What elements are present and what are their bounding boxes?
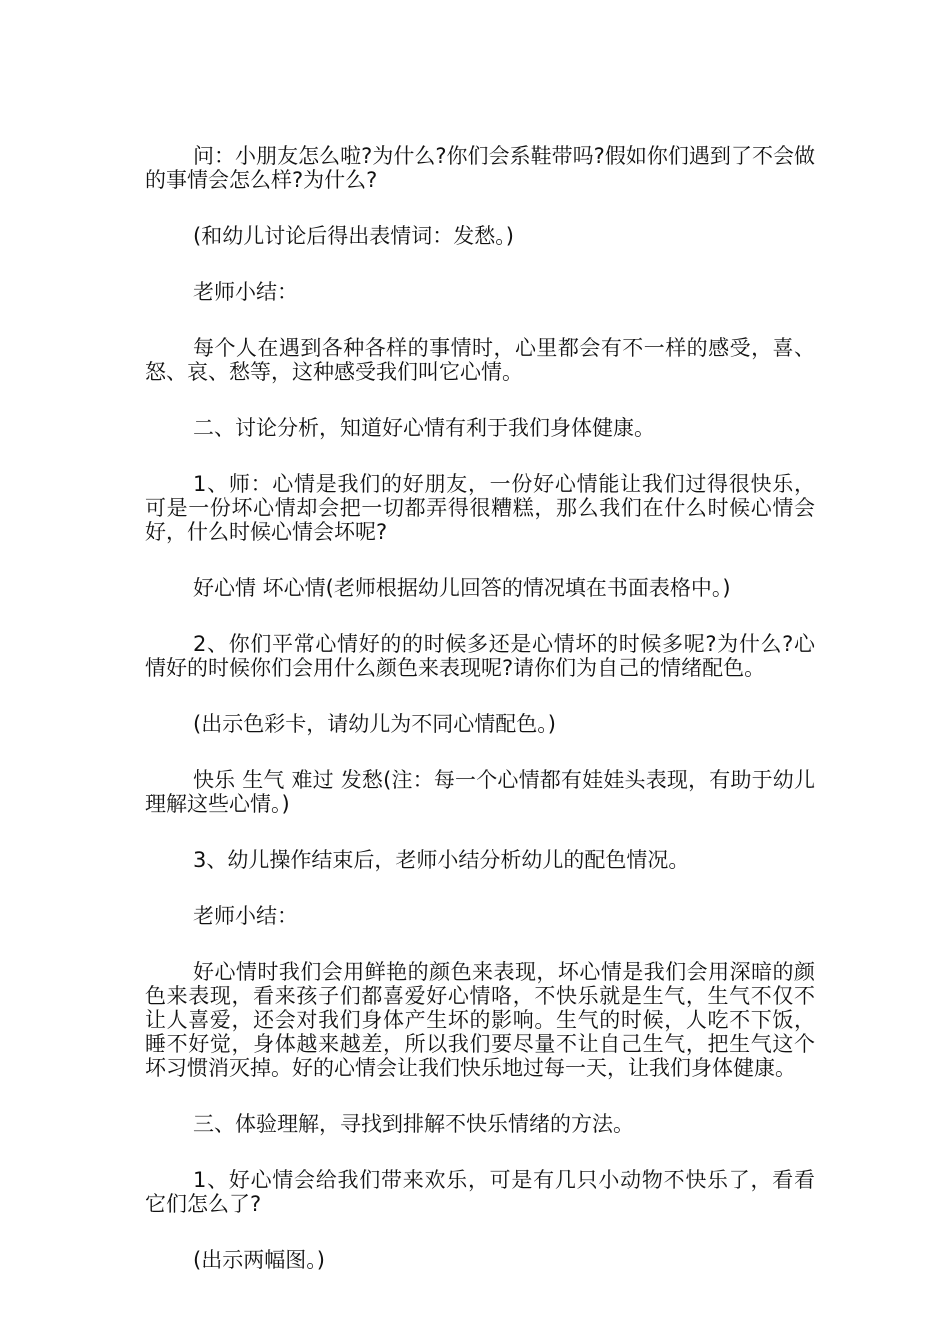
step-1-paragraph: 1、师：心情是我们的好朋友，一份好心情能让我们过得很快乐，可是一份坏心情却会把一切都弄得很糟糕，那么我们在什么时候心情会好，什么时候心情会坏呢? <box>145 472 815 544</box>
section-heading-2: 二、讨论分析，知道好心情有利于我们身体健康。 <box>193 416 655 440</box>
show-pictures-note: (出示两幅图。) <box>193 1248 325 1272</box>
teacher-summary-heading: 老师小结： <box>193 280 298 304</box>
step-1-animals-paragraph: 1、好心情会给我们带来欢乐，可是有几只小动物不快乐了，看看它们怎么了? <box>145 1168 815 1216</box>
discussion-note: (和幼儿讨论后得出表情词：发愁。) <box>193 224 514 248</box>
step-3-paragraph: 3、幼儿操作结束后，老师小结分析幼儿的配色情况。 <box>193 848 690 872</box>
mood-list-note: 快乐 生气 难过 发愁(注：每一个心情都有娃娃头表现，有助于幼儿理解这些心情。) <box>145 768 815 816</box>
question-paragraph: 问：小朋友怎么啦?为什么?你们会系鞋带吗?假如你们遇到了不会做的事情会怎么样?为什么? <box>145 144 815 192</box>
step-2-paragraph: 2、你们平常心情好的的时候多还是心情坏的时候多呢?为什么?心情好的时候你们会用什么颜色来表现呢?请你们为自己的情绪配色。 <box>145 632 815 680</box>
section-heading-3: 三、体验理解，寻找到排解不快乐情绪的方法。 <box>193 1112 634 1136</box>
color-card-note: (出示色彩卡，请幼儿为不同心情配色。) <box>193 712 556 736</box>
mood-table-note: 好心情 坏心情(老师根据幼儿回答的情况填在书面表格中。) <box>193 576 731 600</box>
summary-long-paragraph: 好心情时我们会用鲜艳的颜色来表现，坏心情是我们会用深暗的颜色来表现，看来孩子们都喜爱好心情咯，不快乐就是生气，生气不仅不让人喜爱，还会对我们身体产生坏的影响。生气的时候，人吃不下饭，睡不好觉，身体越来越差，所以我们要尽量不让自己生气，把生气这个坏习惯消灭掉。好的心情会让我们快乐地过每一天，让我们身体健康。 <box>145 960 815 1080</box>
teacher-summary-heading-2: 老师小结： <box>193 904 298 928</box>
summary-paragraph: 每个人在遇到各种各样的事情时，心里都会有不一样的感受，喜、怒、哀、愁等，这种感受我们叫它心情。 <box>145 336 815 384</box>
document-page <box>145 144 815 1272</box>
